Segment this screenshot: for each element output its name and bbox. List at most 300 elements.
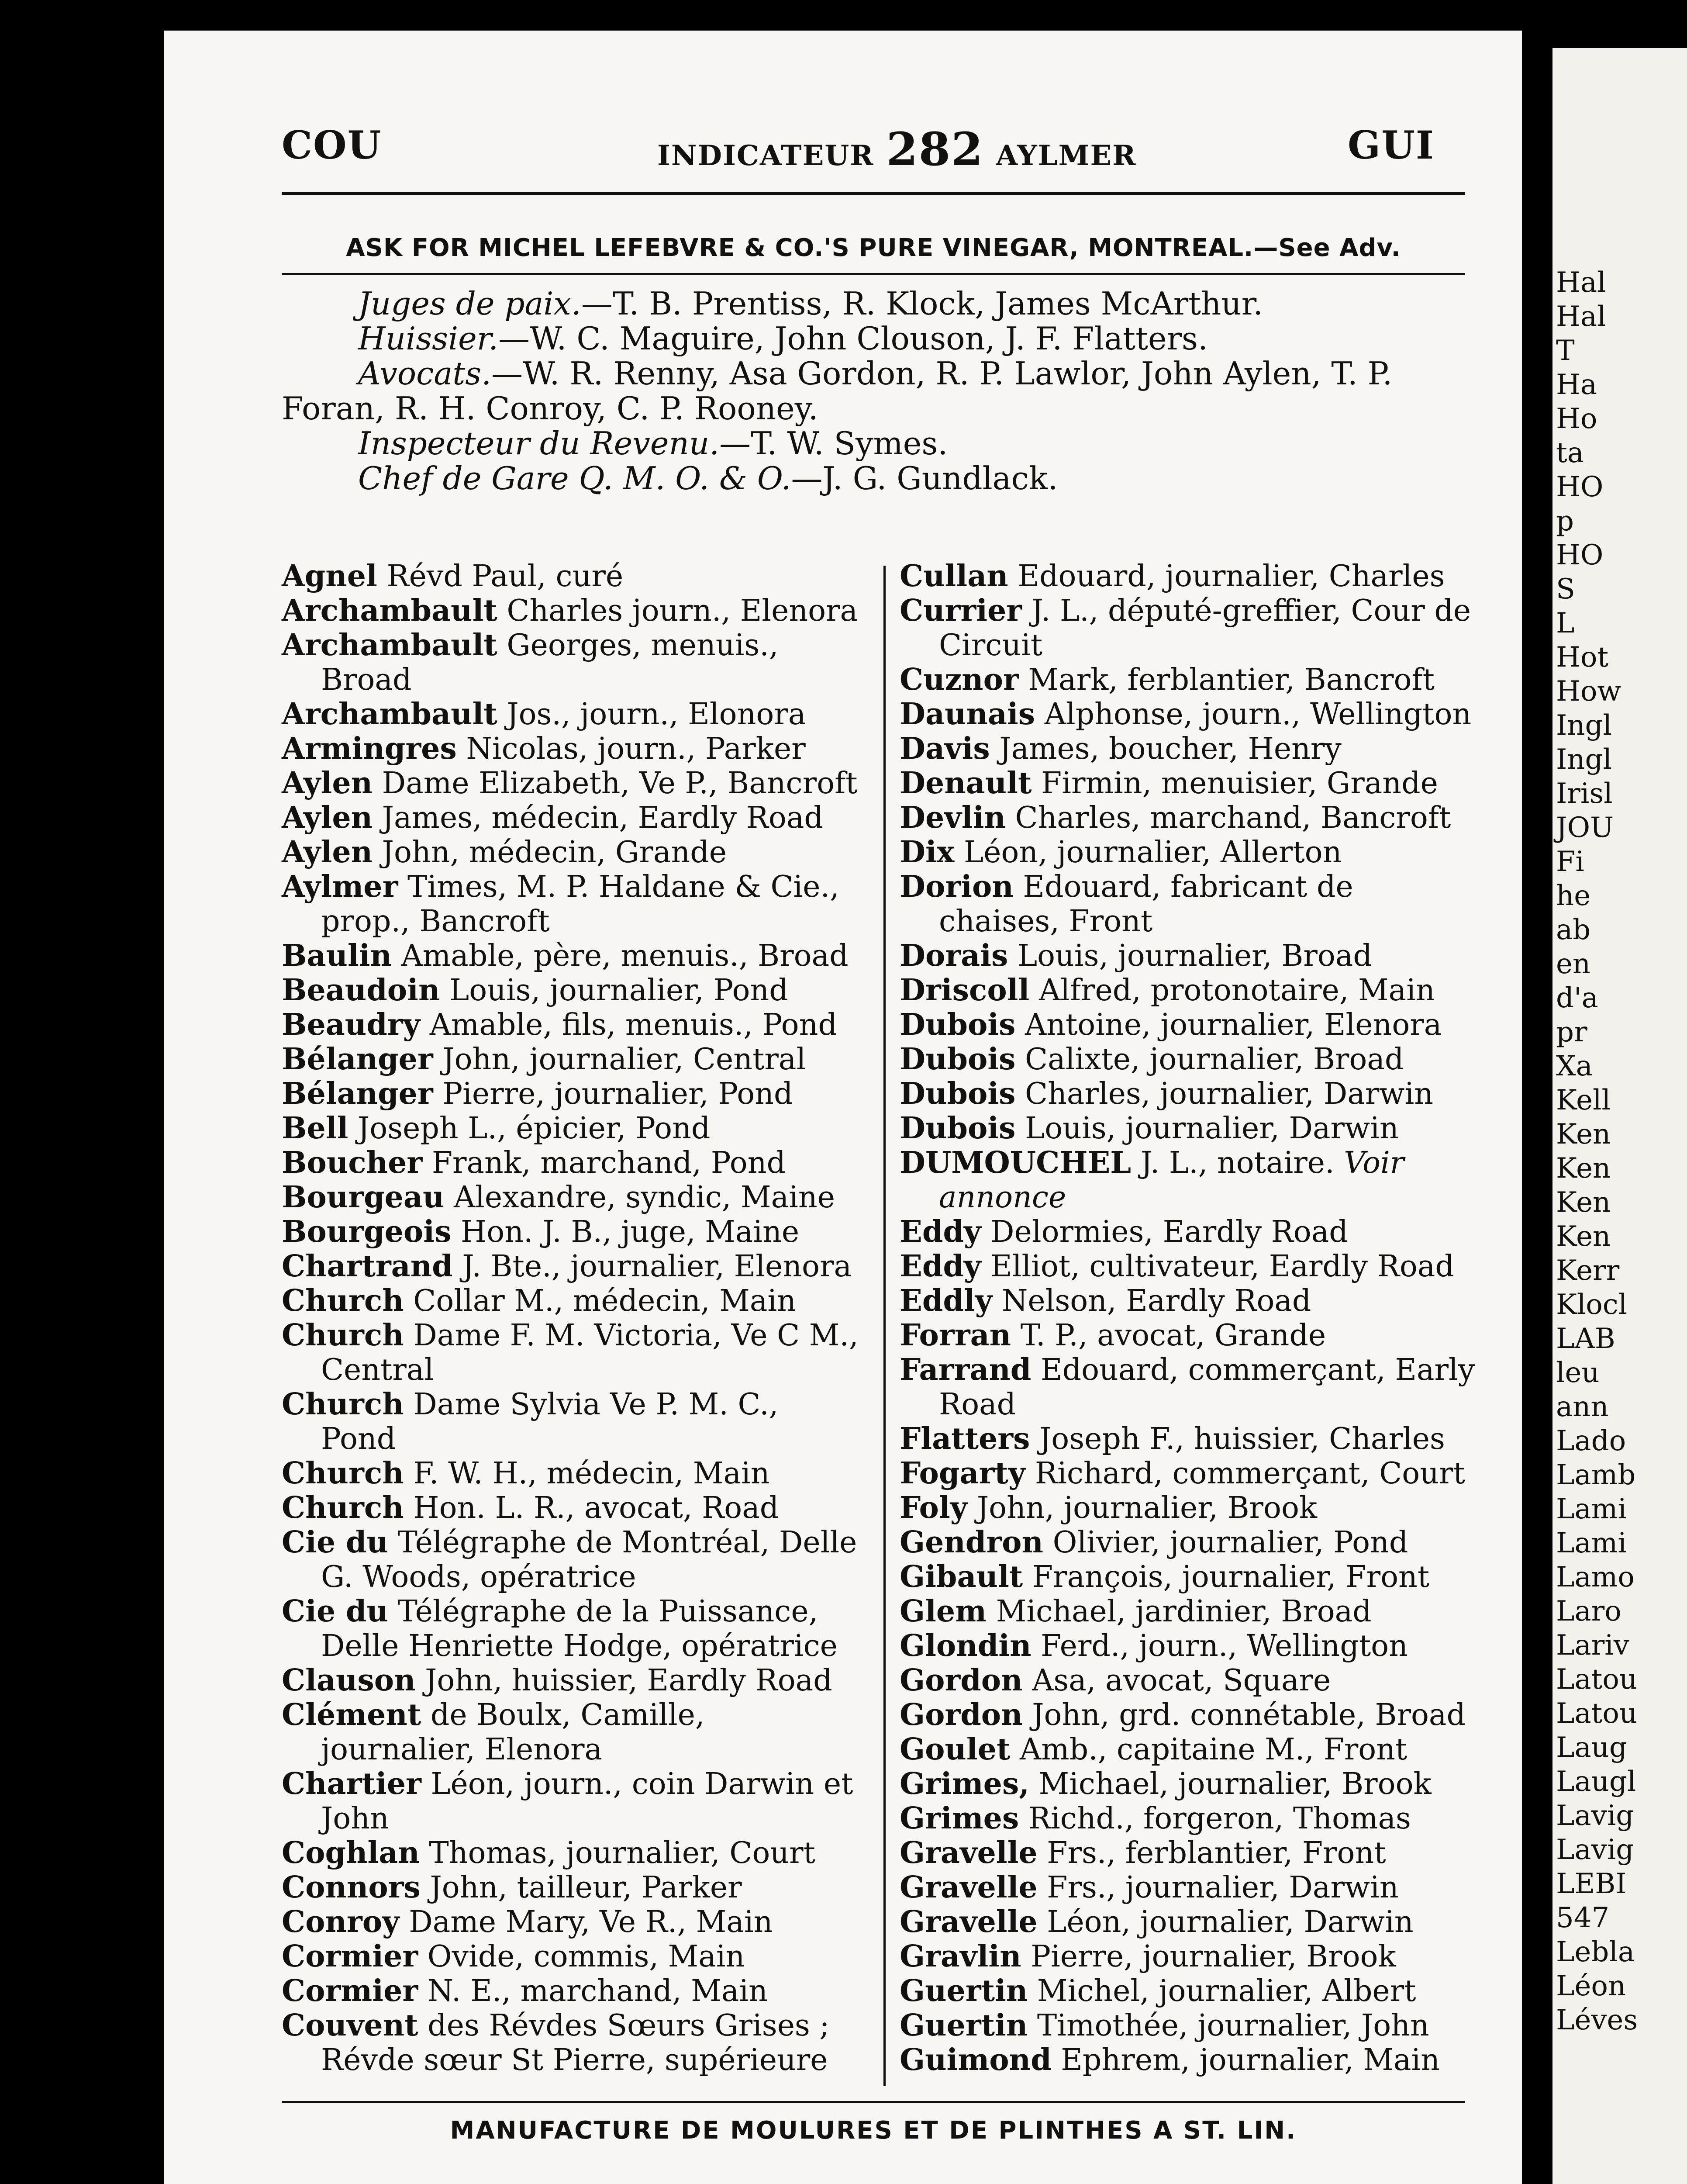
entry-surname: Daunais — [900, 697, 1035, 732]
directory-column-left — [282, 559, 862, 2077]
directory-entry — [900, 766, 1480, 801]
entry-details: Edouard, commerçant, Early Road — [939, 1353, 1475, 1422]
directory-entry — [900, 1560, 1480, 1594]
entry-details: Alphonse, journ., Wellington — [1035, 697, 1472, 732]
entry-details: Nelson, Eardly Road — [992, 1284, 1311, 1318]
directory-column-right — [900, 559, 1480, 2077]
adjacent-page-fragment: Kerr — [1556, 1254, 1620, 1287]
directory-entry — [282, 1594, 862, 1663]
entry-details: Dame Sylvia Ve P. M. C., Pond — [321, 1387, 779, 1456]
entry-details: Charles, journalier, Darwin — [1015, 1077, 1434, 1111]
directory-entry — [900, 835, 1480, 870]
entry-details: Timothée, journalier, John — [1028, 2008, 1429, 2043]
header-title: INDICATEUR — [657, 139, 874, 172]
directory-entry — [900, 1767, 1480, 1801]
entry-details: Thomas, journalier, Court — [419, 1836, 815, 1870]
adjacent-page-fragment: Lami — [1556, 1493, 1627, 1525]
directory-entry — [900, 1698, 1480, 1732]
advertisement-banner-top: ASK FOR MICHEL LEFEBVRE & CO.'S PURE VINEGAR, MONTREAL.—See Adv. — [346, 234, 1401, 262]
entry-surname: Currier — [900, 593, 1022, 628]
adjacent-page-fragment: Lariv — [1556, 1629, 1629, 1662]
directory-entry — [282, 732, 862, 766]
entry-surname: Eddy — [900, 1249, 981, 1284]
adjacent-page-fragment: ann — [1556, 1391, 1609, 1423]
entry-surname: Flatters — [900, 1421, 1030, 1456]
adjacent-page-fragment: Lami — [1556, 1527, 1627, 1559]
entry-details: Michael, journalier, Brook — [1029, 1767, 1432, 1801]
entry-details: Joseph L., épicier, Pond — [348, 1111, 711, 1146]
directory-entry — [282, 1939, 862, 1974]
adjacent-page-fragment: Ingl — [1556, 709, 1612, 742]
directory-entry — [282, 628, 862, 697]
directory-entry — [900, 1801, 1480, 1836]
directory-entry — [900, 594, 1480, 663]
entry-details: Michael, jardinier, Broad — [987, 1594, 1372, 1629]
entry-details: Joseph F., huissier, Charles — [1030, 1422, 1445, 1456]
entry-surname: Boucher — [282, 1145, 423, 1180]
directory-entry — [282, 1146, 862, 1180]
entry-surname: Gravelle — [900, 1904, 1038, 1939]
entry-surname: Connors — [282, 1870, 421, 1905]
directory-entry — [282, 1042, 862, 1077]
entry-surname: Foly — [900, 1490, 968, 1525]
official-row — [282, 426, 1465, 461]
header-rule — [282, 192, 1465, 195]
entry-surname: Gordon — [900, 1697, 1023, 1732]
directory-entry — [282, 1836, 862, 1870]
entry-surname: Bourgeois — [282, 1214, 452, 1249]
entry-surname: Driscoll — [900, 973, 1030, 1008]
official-role: Avocats. — [358, 355, 492, 392]
entry-details: Dame F. M. Victoria, Ve C M., Central — [321, 1318, 859, 1387]
entry-details: Ephrem, journalier, Main — [1051, 2043, 1440, 2077]
entry-surname: Beaudoin — [282, 973, 440, 1008]
directory-entry — [900, 870, 1480, 939]
adjacent-page-fragment: Ken — [1556, 1118, 1611, 1151]
official-names: —W. C. Maguire, John Clouson, J. F. Flatters. — [498, 320, 1208, 357]
directory-entry — [282, 1525, 862, 1594]
entry-details: Pierre, journalier, Pond — [433, 1077, 793, 1111]
page-number: 282 — [886, 122, 984, 176]
entry-surname: Cullan — [900, 559, 1008, 594]
column-divider — [883, 566, 886, 2086]
adjacent-page-fragment: Klocl — [1556, 1289, 1628, 1321]
entry-surname: Forran — [900, 1318, 1011, 1353]
directory-entry — [900, 1594, 1480, 1629]
adjacent-page-fragment: HO — [1556, 539, 1604, 571]
adjacent-page-fragment: Lavig — [1556, 1834, 1634, 1866]
official-row — [282, 356, 1465, 426]
entry-surname: Church — [282, 1456, 404, 1491]
adjacent-page-fragment: Irisl — [1556, 778, 1613, 810]
entry-surname: Armingres — [282, 731, 457, 766]
entry-details: Mark, ferblantier, Bancroft — [1018, 663, 1435, 697]
entry-details: Frs., journalier, Darwin — [1037, 1870, 1399, 1905]
entry-details: Révd Paul, curé — [377, 559, 624, 594]
entry-details: John, grd. connétable, Broad — [1022, 1698, 1466, 1732]
directory-entry — [900, 801, 1480, 835]
directory-entry — [900, 1284, 1480, 1318]
entry-details: Léon, journ., coin Darwin et John — [321, 1767, 853, 1836]
entry-surname: Cuznor — [900, 662, 1019, 697]
entry-details: Pierre, journalier, Brook — [1021, 1939, 1396, 1974]
directory-entry — [900, 1422, 1480, 1456]
directory-entry — [900, 1491, 1480, 1525]
official-row — [282, 321, 1465, 356]
adjacent-page-fragment: S — [1556, 573, 1575, 605]
adjacent-page-fragment: Laugl — [1556, 1766, 1636, 1798]
entry-details: Ferd., journ., Wellington — [1031, 1629, 1408, 1663]
entry-details: Frank, marchand, Pond — [422, 1146, 786, 1180]
entry-details: John, huissier, Eardly Road — [415, 1663, 832, 1698]
entry-surname: Dubois — [900, 1111, 1016, 1146]
entry-surname: Chartrand — [282, 1249, 453, 1284]
adjacent-page-fragment: en — [1556, 948, 1591, 980]
entry-surname: Aylen — [282, 835, 373, 870]
entry-details: F. W. H., médecin, Main — [404, 1456, 770, 1491]
entry-details: Hon. J. B., juge, Maine — [451, 1215, 800, 1249]
entry-details: Amable, père, menuis., Broad — [392, 939, 849, 973]
entry-annonce: Voir annonce — [939, 1146, 1404, 1215]
adjacent-page-fragment: Ho — [1556, 403, 1597, 435]
footer-rule — [282, 2101, 1465, 2103]
adjacent-page-fragment: Ha — [1556, 369, 1597, 401]
entry-details: Times, M. P. Haldane & Cie., prop., Bancroft — [321, 870, 839, 939]
entry-details: N. E., marchand, Main — [418, 1974, 768, 2008]
entry-details: Olivier, journalier, Pond — [1043, 1525, 1408, 1560]
directory-entry — [282, 1318, 862, 1387]
adjacent-page-fragment: Ingl — [1556, 743, 1612, 776]
entry-surname: Bélanger — [282, 1076, 433, 1111]
entry-surname: Glem — [900, 1594, 987, 1629]
directory-entry — [900, 559, 1480, 594]
entry-surname: Guimond — [900, 2042, 1052, 2077]
directory-entry — [282, 1215, 862, 1249]
adjacent-page-fragment: Léon — [1556, 1970, 1626, 2002]
entry-surname: Gravelle — [900, 1870, 1038, 1905]
directory-entry — [900, 1318, 1480, 1353]
directory-entry — [282, 1698, 862, 1767]
entry-details: François, journalier, Front — [1023, 1560, 1430, 1594]
entry-surname: Dubois — [900, 1007, 1016, 1042]
entry-surname: Aylen — [282, 766, 373, 801]
header-town: AYLMER — [996, 139, 1137, 172]
official-names: —W. R. Renny, Asa Gordon, R. P. Lawlor, John Aylen, T. P. Foran, R. H. Conroy, C. P. Rooney. — [282, 355, 1393, 427]
entry-surname: DUMOUCHEL — [900, 1145, 1132, 1180]
directory-entry — [282, 1180, 862, 1215]
adjacent-page-fragment: Laug — [1556, 1731, 1627, 1764]
directory-entry — [900, 1249, 1480, 1284]
entry-surname: Guertin — [900, 1973, 1028, 2008]
adjacent-page-fragment: Laro — [1556, 1595, 1621, 1628]
entry-details: Alexandre, syndic, Maine — [444, 1180, 835, 1215]
entry-details: Léon, journalier, Allerton — [954, 835, 1342, 870]
directory-entry — [282, 1905, 862, 1939]
entry-surname: Gibault — [900, 1559, 1023, 1594]
directory-entry — [282, 594, 862, 628]
header-right-guide-word: GUI — [1347, 122, 1435, 168]
directory-entry — [282, 973, 862, 1008]
adjacent-page-fragment: pr — [1556, 1016, 1587, 1048]
directory-entry — [900, 973, 1480, 1008]
directory-entry — [282, 559, 862, 594]
entry-details: Dame Mary, Ve R., Main — [399, 1905, 773, 1939]
adjacent-page-fragment: Kell — [1556, 1084, 1611, 1116]
entry-surname: Conroy — [282, 1904, 400, 1939]
entry-surname: Denault — [900, 766, 1032, 801]
directory-entry — [282, 697, 862, 732]
entry-surname: Dix — [900, 835, 955, 870]
entry-details: Charles, marchand, Bancroft — [1005, 801, 1451, 835]
entry-surname: Grimes, — [900, 1766, 1029, 1801]
directory-entry — [282, 1663, 862, 1698]
directory-entry — [282, 1111, 862, 1146]
directory-entry — [900, 1456, 1480, 1491]
directory-entry — [282, 1767, 862, 1836]
entry-details: John, journalier, Central — [433, 1042, 806, 1077]
ad-rule — [282, 273, 1465, 275]
directory-entry — [282, 939, 862, 973]
entry-details: Dame Elizabeth, Ve P., Bancroft — [373, 766, 858, 801]
entry-details: J. Bte., journalier, Elenora — [452, 1249, 852, 1284]
adjacent-page-fragment: How — [1556, 675, 1621, 708]
entry-surname: Dubois — [900, 1042, 1016, 1077]
official-names: —T. W. Symes. — [719, 425, 948, 462]
entry-surname: Aylmer — [282, 869, 398, 904]
entry-surname: Chartier — [282, 1766, 421, 1801]
adjacent-page-fragment: Ken — [1556, 1220, 1611, 1253]
entry-surname: Archambault — [282, 628, 497, 663]
entry-surname: Goulet — [900, 1732, 1011, 1767]
directory-entry — [282, 1491, 862, 1525]
official-names: —J. G. Gundlack. — [791, 460, 1058, 497]
adjacent-page-fragment: LEBI — [1556, 1868, 1627, 1900]
entry-details: Jos., journ., Elonora — [497, 697, 806, 732]
directory-entry — [282, 801, 862, 835]
entry-details: Collar M., médecin, Main — [404, 1284, 796, 1318]
entry-surname: Davis — [900, 731, 990, 766]
entry-surname: Dorion — [900, 869, 1014, 904]
adjacent-page-fragment: p — [1556, 505, 1574, 537]
adjacent-page-fragment: Hot — [1556, 641, 1609, 674]
entry-surname: Cie du — [282, 1525, 388, 1560]
directory-entry — [900, 1836, 1480, 1870]
adjacent-page-fragment: Xa — [1556, 1050, 1593, 1082]
entry-surname: Farrand — [900, 1352, 1032, 1387]
directory-entry — [900, 1870, 1480, 1905]
directory-entry — [282, 766, 862, 801]
entry-details: T. P., avocat, Grande — [1011, 1318, 1326, 1353]
entry-details: Hon. L. R., avocat, Road — [404, 1491, 779, 1525]
directory-entry — [282, 1974, 862, 2008]
officials-section — [282, 286, 1465, 496]
entry-details: Firmin, menuisier, Grande — [1032, 766, 1438, 801]
official-row — [282, 286, 1465, 321]
adjacent-page-fragment: T — [1556, 335, 1575, 367]
official-role: Chef de Gare Q. M. O. & O. — [358, 460, 791, 497]
entry-details: Georges, menuis., Broad — [321, 628, 779, 697]
directory-entry — [900, 1732, 1480, 1767]
directory-entry — [282, 1077, 862, 1111]
directory-entry — [282, 835, 862, 870]
entry-surname: Bourgeau — [282, 1180, 445, 1215]
directory-entry — [900, 663, 1480, 697]
adjacent-page-fragment: ta — [1556, 437, 1584, 469]
entry-details: de Boulx, Camille, journalier, Elenora — [321, 1698, 705, 1767]
entry-details: James, boucher, Henry — [990, 732, 1342, 766]
directory-entry — [282, 1284, 862, 1318]
official-role: Huissier. — [358, 320, 499, 357]
adjacent-page-fragment: he — [1556, 880, 1591, 912]
directory-entry — [282, 870, 862, 939]
entry-details: Delormies, Eardly Road — [981, 1215, 1348, 1249]
directory-entry — [900, 1525, 1480, 1560]
directory-entry — [900, 1215, 1480, 1249]
entry-surname: Eddy — [900, 1214, 981, 1249]
entry-details: Louis, journalier, Pond — [440, 973, 788, 1008]
entry-details: Edouard, fabricant de chaises, Front — [939, 870, 1353, 939]
directory-entry — [900, 939, 1480, 973]
entry-details: Télégraphe de la Puissance, Delle Henriette Hodge, opératrice — [321, 1594, 838, 1663]
directory-entry — [900, 1353, 1480, 1422]
entry-details: Amb., capitaine M., Front — [1010, 1732, 1408, 1767]
directory-entry — [900, 1939, 1480, 1974]
directory-entry — [900, 1008, 1480, 1042]
directory-entry — [282, 1387, 862, 1456]
directory-entry — [900, 732, 1480, 766]
entry-details: Richard, commerçant, Court — [1025, 1456, 1465, 1491]
directory-entry — [900, 1111, 1480, 1146]
entry-details: Michel, journalier, Albert — [1028, 1974, 1416, 2008]
entry-details: Léon, journalier, Darwin — [1037, 1905, 1414, 1939]
entry-surname: Aylen — [282, 800, 373, 835]
advertisement-banner-bottom: MANUFACTURE DE MOULURES ET DE PLINTHES A ST. LIN. — [450, 2116, 1297, 2145]
entry-surname: Gravelle — [900, 1835, 1038, 1870]
official-row — [282, 461, 1465, 496]
entry-details: Nicolas, journ., Parker — [456, 732, 806, 766]
entry-surname: Church — [282, 1490, 404, 1525]
entry-surname: Devlin — [900, 800, 1006, 835]
entry-details: James, médecin, Eardly Road — [373, 801, 823, 835]
adjacent-page-fragment: Hal — [1556, 266, 1606, 299]
adjacent-page-edge — [1552, 48, 1687, 2184]
entry-details: J. L., notaire. — [1131, 1146, 1344, 1180]
adjacent-page-fragment: Fi — [1556, 846, 1584, 878]
directory-entry — [900, 1146, 1480, 1215]
directory-entry — [900, 1663, 1480, 1698]
entry-details: Louis, journalier, Broad — [1008, 939, 1372, 973]
entry-details: John, tailleur, Parker — [420, 1870, 742, 1905]
adjacent-page-fragment: HO — [1556, 471, 1604, 503]
directory-entry — [900, 1077, 1480, 1111]
adjacent-page-fragment: Lavig — [1556, 1800, 1634, 1832]
entry-surname: Beaudry — [282, 1007, 421, 1042]
directory-entry — [900, 2008, 1480, 2043]
directory-entry — [282, 2008, 862, 2077]
entry-surname: Gendron — [900, 1525, 1043, 1560]
entry-surname: Clauson — [282, 1663, 416, 1698]
header-left-guide-word: COU — [282, 122, 382, 168]
adjacent-page-fragment: Ken — [1556, 1152, 1611, 1185]
entry-surname: Coghlan — [282, 1835, 420, 1870]
entry-surname: Gravlin — [900, 1939, 1021, 1974]
directory-entry — [900, 1629, 1480, 1663]
entry-details: Richd., forgeron, Thomas — [1019, 1801, 1411, 1836]
official-names: —T. B. Prentiss, R. Klock, James McArthur. — [581, 285, 1263, 322]
directory-entry — [282, 1249, 862, 1284]
entry-surname: Agnel — [282, 559, 377, 594]
entry-details: Frs., ferblantier, Front — [1037, 1836, 1386, 1870]
entry-surname: Guertin — [900, 2008, 1028, 2043]
entry-details: John, journalier, Brook — [967, 1491, 1318, 1525]
adjacent-page-fragment: Hal — [1556, 301, 1606, 333]
entry-details: Asa, avocat, Square — [1022, 1663, 1331, 1698]
adjacent-page-fragment: L — [1556, 607, 1575, 639]
entry-surname: Baulin — [282, 938, 392, 973]
adjacent-page-fragment: ab — [1556, 914, 1591, 946]
entry-surname: Archambault — [282, 697, 497, 732]
entry-surname: Archambault — [282, 593, 497, 628]
entry-details: Elliot, cultivateur, Eardly Road — [981, 1249, 1454, 1284]
entry-details: Ovide, commis, Main — [418, 1939, 745, 1974]
entry-surname: Church — [282, 1387, 404, 1422]
entry-surname: Fogarty — [900, 1456, 1026, 1491]
adjacent-page-fragment: Léves — [1556, 2004, 1638, 2036]
adjacent-page-fragment: Lebla — [1556, 1936, 1635, 1968]
entry-surname: Grimes — [900, 1801, 1019, 1836]
official-role: Inspecteur du Revenu. — [358, 425, 720, 462]
adjacent-page-fragment: leu — [1556, 1357, 1600, 1389]
entry-surname: Cormier — [282, 1973, 418, 2008]
entry-surname: Glondin — [900, 1628, 1032, 1663]
official-role: Juges de paix. — [358, 285, 581, 322]
entry-surname: Dorais — [900, 938, 1008, 973]
entry-details: Louis, journalier, Darwin — [1015, 1111, 1399, 1146]
adjacent-page-fragment: Latou — [1556, 1663, 1638, 1696]
directory-entry — [900, 1042, 1480, 1077]
entry-surname: Church — [282, 1283, 404, 1318]
entry-details: Edouard, journalier, Charles — [1008, 559, 1445, 594]
entry-details: des Révdes Sœurs Grises ; Révde sœur St Pierre, supérieure — [321, 2008, 830, 2077]
entry-surname: Church — [282, 1318, 404, 1353]
adjacent-page-fragment: d'a — [1556, 982, 1598, 1014]
adjacent-page-fragment: JOU — [1556, 812, 1614, 844]
entry-details: Alfred, protonotaire, Main — [1029, 973, 1435, 1008]
directory-page — [164, 31, 1522, 2184]
adjacent-page-fragment: Latou — [1556, 1697, 1638, 1730]
directory-entry — [900, 1974, 1480, 2008]
directory-entry — [282, 1456, 862, 1491]
adjacent-page-fragment: 547 — [1556, 1902, 1610, 1934]
directory-entry — [282, 1870, 862, 1905]
entry-surname: Bell — [282, 1111, 348, 1146]
entry-details: John, médecin, Grande — [373, 835, 727, 870]
entry-details: Antoine, journalier, Elenora — [1015, 1008, 1442, 1042]
adjacent-page-fragment: Lado — [1556, 1425, 1626, 1457]
entry-surname: Cie du — [282, 1594, 388, 1629]
header-center — [657, 122, 1136, 176]
entry-surname: Clément — [282, 1697, 421, 1732]
entry-details: Charles journ., Elenora — [497, 594, 858, 628]
entry-details: Calixte, journalier, Broad — [1015, 1042, 1404, 1077]
entry-surname: Gordon — [900, 1663, 1023, 1698]
directory-entry — [900, 2043, 1480, 2077]
directory-entry — [282, 1008, 862, 1042]
entry-surname: Couvent — [282, 2008, 418, 2043]
entry-surname: Cormier — [282, 1939, 418, 1974]
entry-surname: Eddly — [900, 1283, 993, 1318]
entry-details: Télégraphe de Montréal, Delle G. Woods, opératrice — [321, 1525, 857, 1594]
